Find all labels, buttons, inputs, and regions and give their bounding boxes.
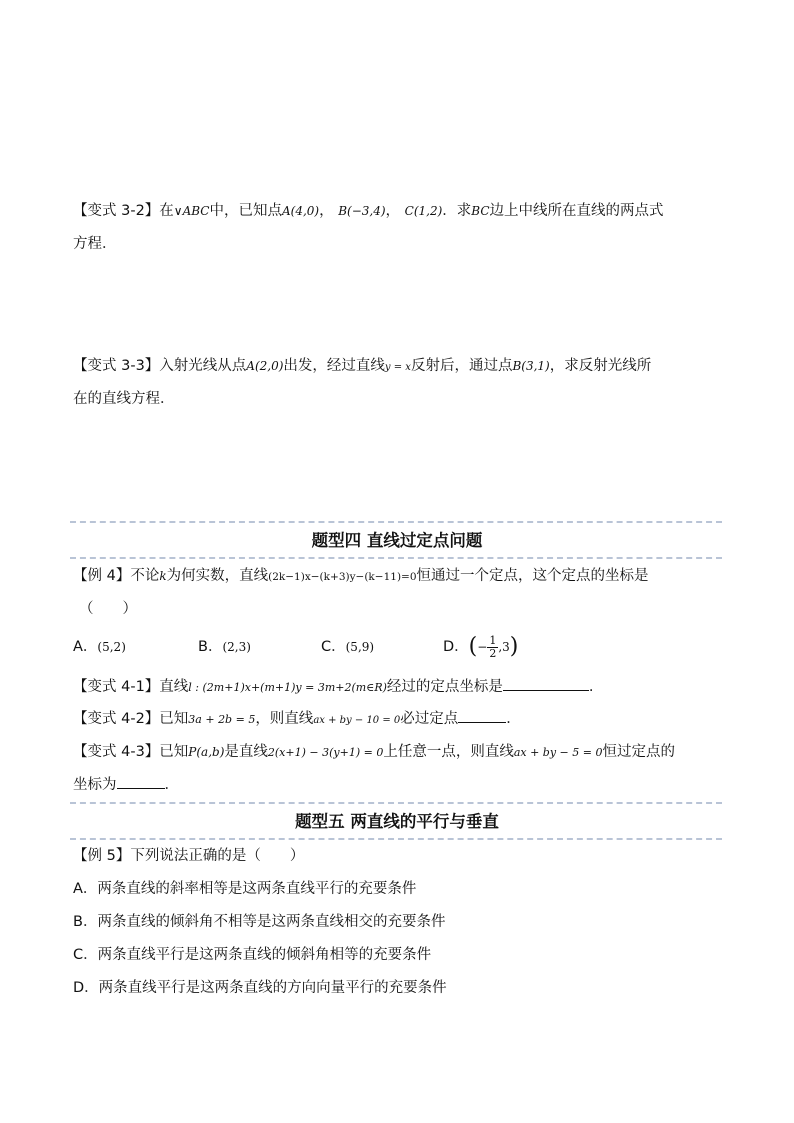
variant-tag: 【变式 4-2】 [73,711,160,727]
option-c: C．两条直线平行是这两条直线的倾斜角相等的充要条件 [73,947,432,963]
option-label: C． [321,639,346,655]
option-label: A． [73,639,98,655]
text: ，则直线 [255,711,314,727]
text: ，求反射光线所 [549,358,652,374]
example-tag: 【例 4】 [73,568,131,584]
example-5-stem [73,846,304,866]
text: 是直线 [224,744,268,760]
text: 已知 [159,711,189,727]
variant-3-2-line1 [73,201,664,221]
denominator: 2 [489,646,497,660]
variant-4-3-line1 [73,742,675,763]
option-value: (5,9) [345,640,375,654]
equation: ax + by − 10 = 0 [313,715,401,726]
option-c [321,637,374,657]
section-title-4: 题型四 直线过定点问题 [311,531,483,550]
option-a: A．两条直线的斜率相等是这两条直线平行的充要条件 [73,881,417,897]
text: 恒过定点的 [602,744,675,760]
equation: l : (2m+1)x+(m+1)y = 3m+2(m∈R) [188,681,387,694]
option-value: (2,3) [222,640,251,654]
option-label: D． [443,639,469,655]
segment-bc: BC [471,204,490,218]
example-4-answer-paren: （ ） [79,601,137,617]
section-divider-top [70,802,722,804]
text: 直线 [159,679,189,695]
point-b: B(−3,4) [338,204,386,218]
example-4-line1 [73,566,649,587]
fraction [487,635,498,660]
section-divider-bottom [70,838,722,840]
variant-4-3-line2 [73,774,179,795]
variant-tag: 【变式 3-3】 [73,358,160,374]
section-title-5: 题型五 两直线的平行与垂直 [295,812,499,831]
text: 经过的定点坐标是 [386,679,503,695]
text: 边上中线所在直线的两点式 [489,203,664,219]
numerator: 1 [489,633,497,647]
triangle-symbol: ∨ABC [173,204,210,218]
text: ．求 [442,203,472,219]
variant-3-3-line1 [73,356,651,378]
paren-close: ) [509,634,519,659]
text: 反射后，通过点 [410,358,513,374]
option-label: B． [198,639,223,655]
point-a: A(2,0) [246,359,284,373]
text: 坐标为 [73,777,117,793]
option-value: (5,2) [97,640,126,654]
answer-blank[interactable] [503,676,589,691]
text: 上任意一点，则直线 [383,744,514,760]
option-b: B．两条直线的倾斜角不相等是这两条直线相交的充要条件 [73,914,446,930]
text: ． [164,777,179,793]
text: 入射光线从点 [159,358,247,374]
variant-tag: 【变式 4-1】 [73,679,160,695]
text: ． [506,711,521,727]
equation: y = x [384,362,411,373]
answer-blank[interactable] [458,708,506,723]
minus-sign: − [477,640,488,654]
equation: 2(x+1) − 3(y+1) = 0 [267,746,384,759]
variant-4-1 [73,676,594,698]
section-divider-bottom [70,557,722,559]
variant-4-2 [73,708,521,731]
variant-3-2-line2: 方程． [73,236,117,252]
variable-k: k [159,569,167,583]
text: 恒通过一个定点，这个定点的坐标是 [416,568,649,584]
text: 必过定点 [400,711,459,727]
point-a: A(4,0) [281,204,320,218]
text: ， [385,203,401,219]
variant-tag: 【变式 3-2】 [73,203,160,219]
text: 为何实数，直线 [166,568,269,584]
paren-open: ( [468,634,478,659]
option-d: D．两条直线平行是这两条直线的方向向量平行的充要条件 [73,980,447,996]
point-p: P(a,b) [188,745,225,759]
variant-3-3-line2: 在的直线方程． [73,391,175,407]
text: ， [319,203,334,219]
text: 在 [159,203,174,219]
text: 已知 [159,744,189,760]
example-tag: 【例 5】 [73,848,131,864]
equation: (2k−1)x−(k+3)y−(k−11)=0 [268,571,417,583]
equation: ax + by − 5 = 0 [513,746,603,759]
option-d [443,630,518,664]
section-divider-top [70,521,722,523]
option-value: ,3 [498,640,510,654]
text: 下列说法正确的是（ ） [130,848,305,864]
option-a [73,637,126,657]
condition: 3a + 2b = 5 [188,713,256,726]
text: 中，已知点 [209,203,282,219]
text: 不论 [130,568,160,584]
point-b: B(3,1) [512,359,550,373]
option-b [198,637,251,657]
variant-tag: 【变式 4-3】 [73,744,160,760]
answer-blank[interactable] [117,774,165,789]
text: . [588,679,594,695]
point-c: C(1,2) [404,204,443,218]
text: 出发，经过直线 [283,358,385,374]
